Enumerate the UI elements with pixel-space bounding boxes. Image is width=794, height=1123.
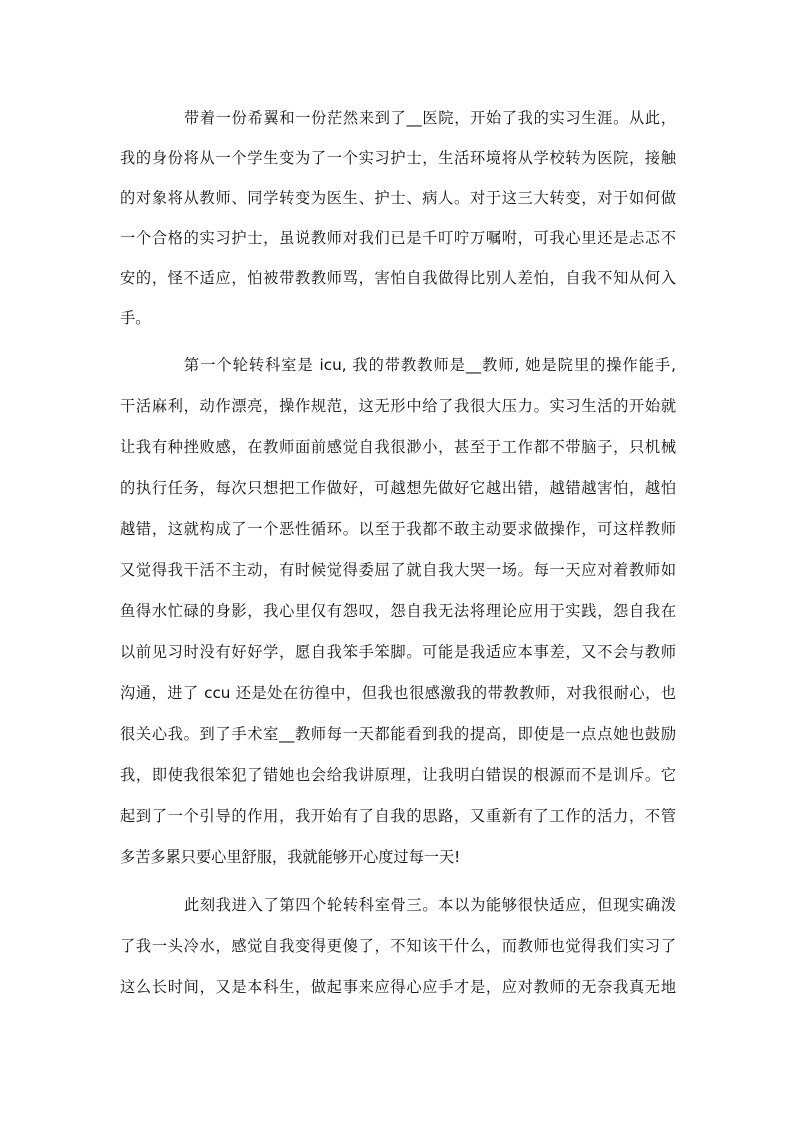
paragraph-line: 了我一头冷水，感觉自我变得更傻了，不知该干什么，而教师也觉得我们实习了 (120, 937, 676, 955)
paragraph-line: 带着一份希翼和一份茫然来到了__医院，开始了我的实习生涯。从此， (184, 109, 676, 127)
paragraph-line: 我的身份将从一个学生变为了一个实习护士，生活环境将从学校转为医院，接触 (120, 149, 676, 167)
paragraph-line: 的执行任务，每次只想把工作做好，可越想先做好它越出错，越错越害怕，越怕 (120, 479, 676, 497)
paragraph-line: 沟通，进了 ccu 还是处在彷徨中，但我也很感激我的带教教师，对我很耐心，也 (120, 684, 676, 702)
paragraph-line: 此刻我进入了第四个轮转科室骨三。本以为能够很快适应，但现实确泼 (184, 896, 676, 914)
paragraph-line: 很关心我。到了手术室__教师每一天都能看到我的提高，即使是一点点她也鼓励 (120, 725, 676, 743)
paragraph-line: 手。 (120, 309, 151, 327)
paragraph-line: 第一个轮转科室是 icu, 我的带教教师是__教师, 她是院里的操作能手, (184, 356, 676, 374)
paragraph-line: 一个合格的实习护士，虽说教师对我们已是千叮咛万嘱咐，可我心里还是忐忑不 (120, 229, 676, 247)
paragraph-line: 让我有种挫败感，在教师面前感觉自我很渺小，甚至于工作都不带脑子，只机械 (120, 438, 676, 456)
paragraph-line: 我，即使我很笨犯了错她也会给我讲原理，让我明白错误的根源而不是训斥。它 (120, 766, 676, 784)
paragraph-line: 鱼得水忙碌的身影，我心里仅有怨叹，怨自我无法将理论应用于实践，怨自我在 (120, 602, 676, 620)
paragraph-line: 起到了一个引导的作用，我开始有了自我的思路，又重新有了工作的活力，不管 (120, 807, 676, 825)
paragraph-line: 越错，这就构成了一个恶性循环。以至于我都不敢主动要求做操作，可这样教师 (120, 520, 676, 538)
paragraph-line: 多苦多累只要心里舒服，我就能够开心度过每一天! (120, 848, 461, 866)
paragraph-line: 的对象将从教师、同学转变为医生、护士、病人。对于这三大转变，对于如何做 (120, 189, 676, 207)
paragraph-line: 以前见习时没有好好学，愿自我笨手笨脚。可能是我适应本事差，又不会与教师 (120, 643, 676, 661)
paragraph-line: 干活麻利，动作漂亮，操作规范，这无形中给了我很大压力。实习生活的开始就 (120, 397, 676, 415)
paragraph-line: 这么长时间，又是本科生，做起事来应得心应手才是，应对教师的无奈我真无地 (120, 978, 676, 996)
paragraph-line: 又觉得我干活不主动，有时候觉得委屈了就自我大哭一场。每一天应对着教师如 (120, 561, 676, 579)
paragraph-line: 安的，怪不适应，怕被带教教师骂，害怕自我做得比别人差怕，自我不知从何入 (120, 269, 676, 287)
